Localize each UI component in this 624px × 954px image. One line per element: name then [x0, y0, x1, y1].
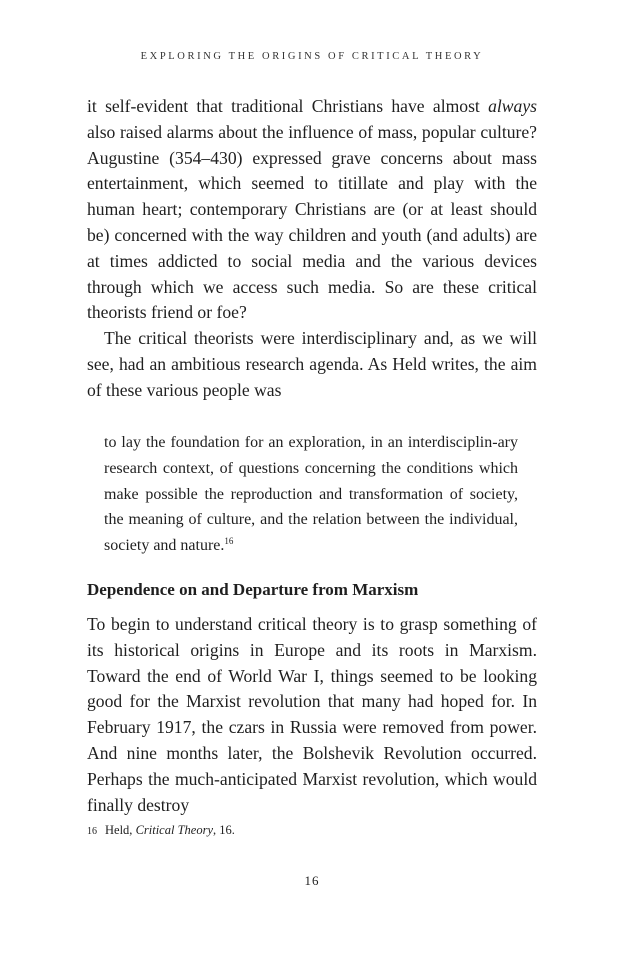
- paragraph-3-text: To begin to understand critical theory is to grasp something of its historical origins in Europe and its roots in Marxism. Toward the end of World War I, things seemed to be looking good for the Marxist revolution that many had hoped for. In February 1917, the czars in Russia were removed from power. And nine months later, the Bolshevik Revolution occurred. Perhaps the much-anticipated Marxist revolution, which would finally destroy: [87, 614, 537, 815]
- footnote-number: 16: [87, 826, 97, 837]
- footnote-rest: , 16.: [213, 823, 235, 837]
- page-number: 16: [304, 873, 320, 888]
- block-quote: [104, 430, 518, 559]
- paragraph-1-text-b: also raised alarms about the influence of mass, popular culture? Augustine (354–430) expressed grave concerns about mass entertainment, which seemed to titillate and play with the human heart; contemporary Christians are (or at least should be) concerned with the way children and youth (and adults) are at times addicted to social media and the various devices through which we access such media. So are these critical theorists friend or foe?: [87, 121, 537, 323]
- paragraph-1-emphasis: always: [488, 96, 537, 116]
- running-head: EXPLORING THE ORIGINS OF CRITICAL THEORY: [140, 51, 484, 62]
- footnote-title: Critical Theory: [135, 823, 213, 837]
- block-quote-text: to lay the foundation for an exploration, in an interdisciplin-ary research context, of questions concerning the conditions which make possible the reproduction and transformation of society, the meaning of culture, and the relation between the individual, society and nature.: [104, 434, 518, 555]
- section-heading: Dependence on and Departure from Marxism: [87, 580, 419, 599]
- footnote: [87, 823, 537, 838]
- footnote-author: Held,: [105, 823, 136, 837]
- footnote-reference[interactable]: 16: [224, 536, 234, 547]
- paragraph-1-text-a: it self-evident that traditional Christians have almost: [87, 96, 489, 116]
- paragraph-1: [87, 94, 537, 404]
- paragraph-2: The critical theorists were interdisciplinary and, as we will see, had an ambitious research agenda. As Held writes, the aim of these various people was: [87, 328, 537, 400]
- paragraph-3: [87, 612, 537, 818]
